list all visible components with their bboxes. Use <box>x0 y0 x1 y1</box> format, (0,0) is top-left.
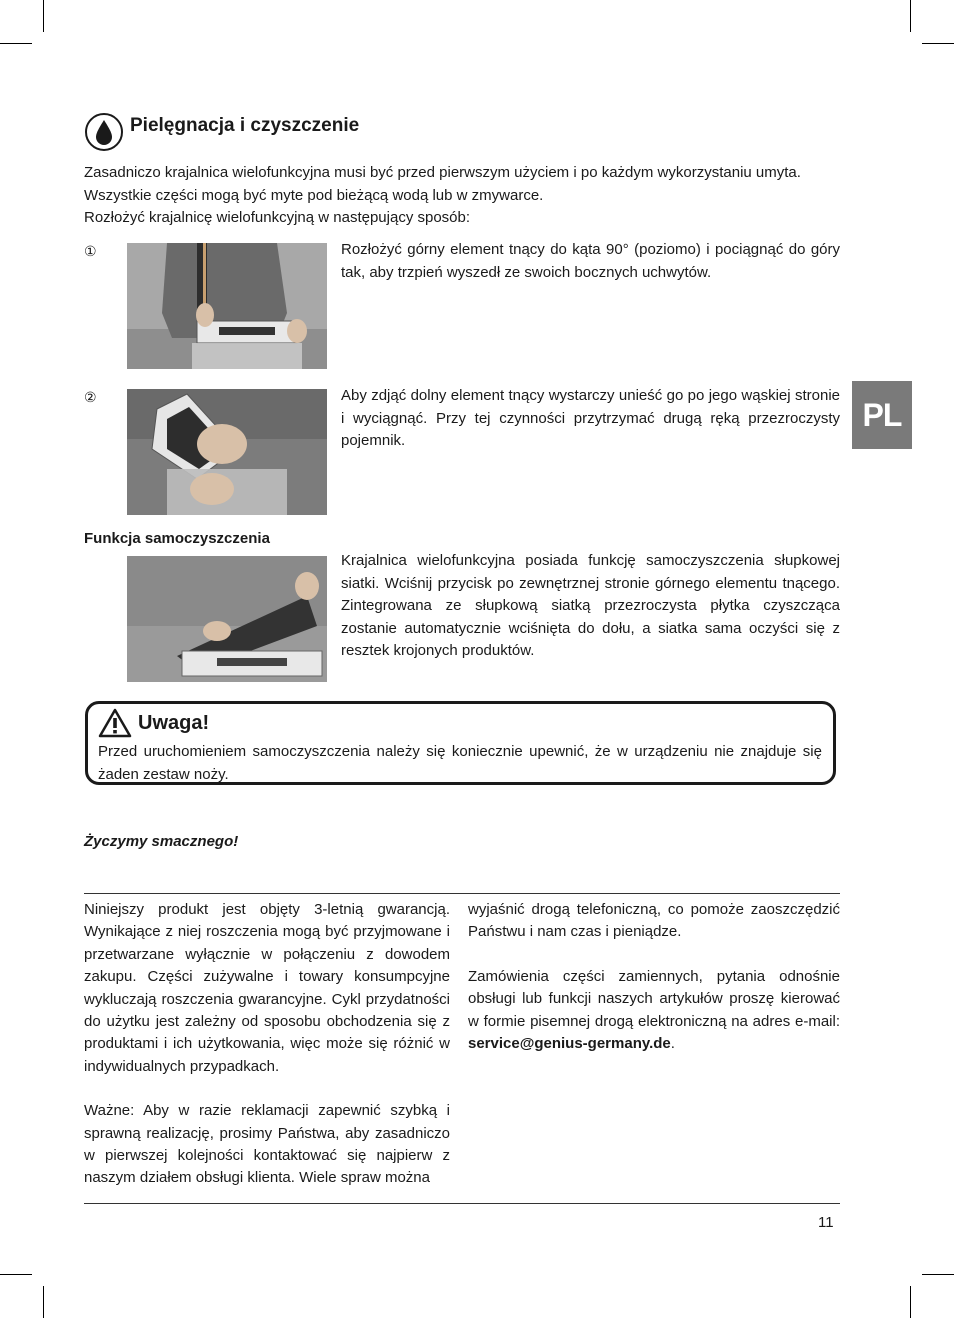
step-2-text: Aby zdjąć dolny element tnący wystarczy unieść go po jego wąskiej stronie i wyciągnąć. Przy tej czynności przytrzymać drugą ręką przezroczysty pojemnik. <box>341 387 840 449</box>
step-2-photo <box>127 389 327 515</box>
divider <box>84 1203 840 1204</box>
crop-mark <box>0 43 32 44</box>
crop-mark <box>922 43 954 44</box>
intro-paragraph: Zasadniczo krajalnica wielofunkcyjna musi być przed pierwszym użyciem i po każdym wykorzystaniu umyta. <box>84 164 801 181</box>
crop-mark <box>910 0 911 32</box>
step-number: ① <box>84 243 97 259</box>
warning-text: Przed uruchomieniem samoczyszczenia należy się koniecznie upewnić, że w urządzeniu nie znajduje się żaden zestaw noży. <box>98 743 822 783</box>
closing-text: Życzymy smacznego! <box>84 833 239 850</box>
language-tab: PL <box>852 381 912 449</box>
crop-mark <box>43 0 44 32</box>
warning-title: Uwaga! <box>138 711 210 734</box>
section-title: Pielęgnacja i czyszczenie <box>130 115 360 136</box>
self-clean-text: Krajalnica wielofunkcyjna posiada funkcję samoczyszczenia słupkowej siatki. Wciśnij przycisk po zewnętrznej stronie górnego elementu tnącego. Zintegrowana ze słupkową siatką przezroczysta płytka czyszcząca zostanie automatycznie wciśnięta do dołu, a siatka sama oczyści się z resztek krojonych produktów. <box>341 552 840 659</box>
warranty-right-column <box>468 899 840 1077</box>
water-drop-icon <box>84 112 124 152</box>
section-heading <box>84 112 359 152</box>
page-number: 11 <box>818 1214 834 1231</box>
crop-mark <box>43 1286 44 1318</box>
crop-mark <box>922 1274 954 1275</box>
step-number: ② <box>84 389 97 405</box>
service-email-link[interactable]: service@genius-germany.de <box>468 1035 671 1053</box>
warning-heading <box>98 708 209 738</box>
warranty-left-column <box>84 899 450 1212</box>
crop-mark <box>0 1274 32 1275</box>
step-1-text: Rozłożyć górny element tnący do kąta 90° (poziomo) i pociągnąć do góry tak, aby trzpień wyszedł ze swoich bocznych uchwytów. <box>341 241 840 281</box>
divider <box>84 893 840 894</box>
warning-triangle-icon <box>98 708 132 738</box>
intro-paragraph: Wszystkie części mogą być myte pod bieżącą wodą lub w zmywarce. <box>84 186 544 204</box>
warranty-paragraph: wyjaśnić drogą telefoniczną, co pomoże zaoszczędzić Państwu i nam czas i pieniądze. <box>468 901 840 941</box>
warranty-paragraph <box>468 966 840 1056</box>
intro-text <box>84 162 840 230</box>
warranty-contact-text: Zamówienia części zamiennych, pytania odnośnie obsługi lub funkcji naszych artykułów proszę kierować w formie pisemnej drogą elektroniczną na adres e-mail: <box>468 967 840 1030</box>
self-clean-heading: Funkcja samoczyszczenia <box>84 530 270 547</box>
slicer-unfold-illustration <box>127 243 327 369</box>
warranty-paragraph: Niniejszy produkt jest objęty 3-letnią gwarancją. Wynikające z niej roszczenia mogą być przyjmowane i przetwarzane wyłącznie w połączeniu z dowodem zakupu. Części zużywalne i towary konsumpcyjne wykluczają roszczenia gwarancyjne. Cykl przydatności do użytku jest zależny od sposobu obchodzenia się z produktami i ich użytkowania, więc może się różnić w indywidualnych przypadkach. <box>84 901 450 1075</box>
intro-paragraph: Rozłożyć krajalnicę wielofunkcyjną w następujący sposób: <box>84 209 471 226</box>
email-suffix: . <box>670 1035 675 1053</box>
step-1-photo <box>127 243 327 369</box>
warning-box <box>85 701 836 785</box>
blade-removal-illustration <box>127 389 327 515</box>
crop-mark <box>910 1286 911 1318</box>
self-clean-illustration <box>127 556 327 682</box>
warranty-paragraph: Ważne: Aby w razie reklamacji zapewnić szybką i sprawną realizację, prosimy Państwa, aby zasadniczo w pierwszej kolejności kontaktować się najpierw z naszym działem obsługi klienta. Wiele spraw można <box>84 1102 450 1187</box>
self-clean-photo <box>127 556 327 682</box>
